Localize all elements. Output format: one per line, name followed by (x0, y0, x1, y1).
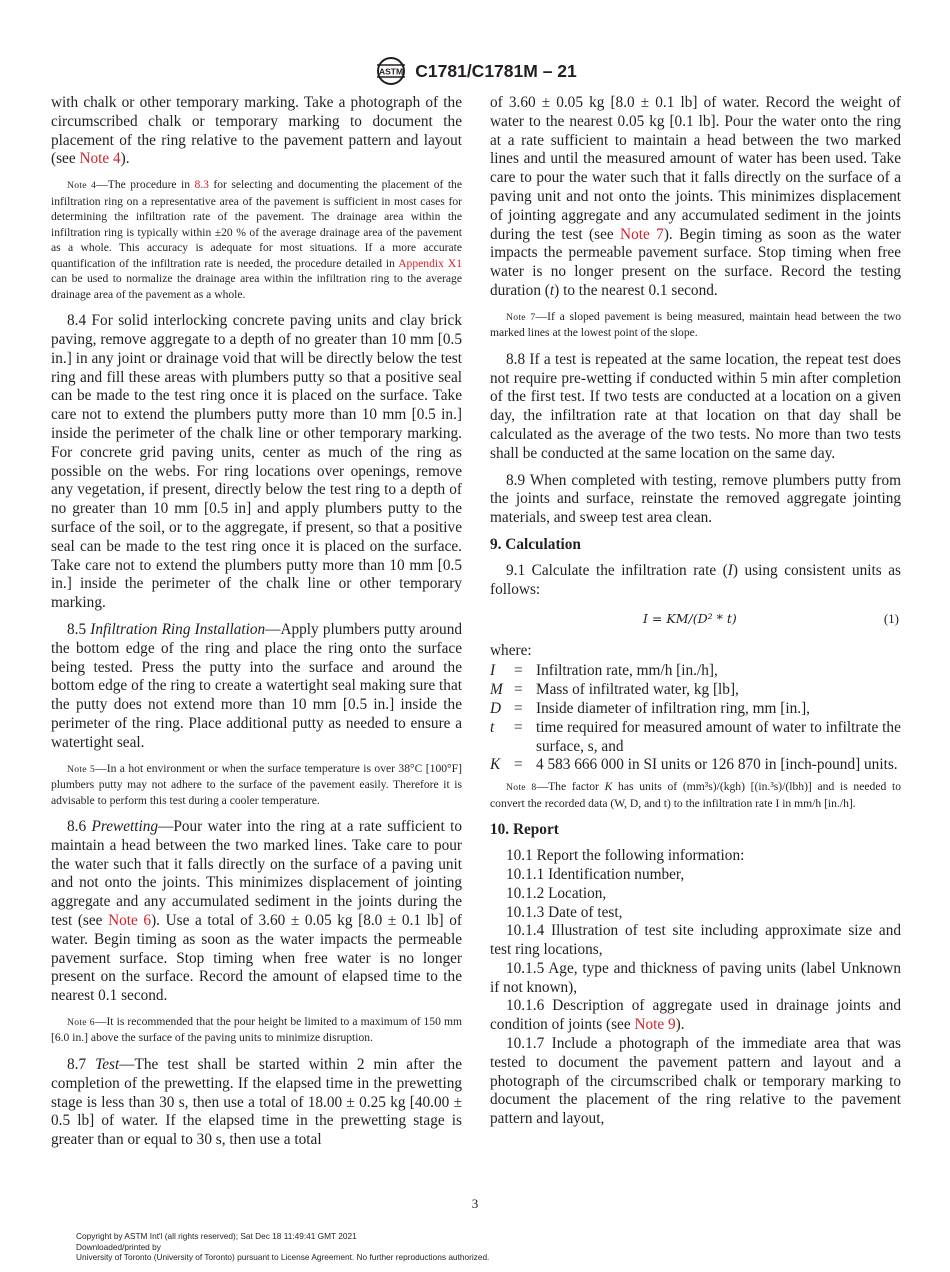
section-8-3-link[interactable]: 8.3 (194, 178, 209, 192)
left-column (51, 94, 462, 1158)
report-item: 10.1.5 Age, type and thickness of paving units (label Unknown if not known), (490, 959, 901, 996)
where-label: where: (490, 641, 532, 659)
section-8-5: 8.5 Infiltration Ring Installation—Apply plumbers putty around the bottom edge of the ring and place the ring onto the surface being tested. Press the putty into the surface and around the bottom edge of the ring to create a watertight seal making sure that the putty does not extend more than 10 mm [0.5 in.] inside the perimeter of the ring. Place additional putty as needed to ensure a watertight seal. (51, 620, 462, 751)
section-8-6: 8.6 Prewetting—Pour water into the ring at a rate sufficient to maintain a head between the two marked lines. Take care to pour the water such that it falls directly on the surface of a paving unit and not onto the joints. This minimizes displacement of jointing aggregate and any accumulated sediment in the joints during the test (see Note 6). Use a total of 3.60 ± 0.05 kg [8.0 ± 0.1 lb] of water. Begin timing as soon as the water impacts the permeable pavement surface. Stop timing when free water is no longer present on the surface. Record the amount of elapsed time to the nearest 0.1 second. (51, 818, 462, 1005)
footer-line: University of Toronto (University of Toronto) pursuant to License Agreement. No further reproductions authorized. (76, 1252, 490, 1262)
note-9-link[interactable]: Note 9 (634, 1016, 676, 1034)
definition-row: K = 4 583 666 000 in SI units or 126 870 in [inch-pound] units. (490, 756, 898, 774)
footer-line: Downloaded/printed by (76, 1241, 161, 1252)
page-number: 3 (471, 1196, 479, 1211)
right-column (490, 94, 901, 1129)
equation-number: (1) (883, 610, 899, 626)
note-7-link[interactable]: Note 7 (620, 225, 664, 243)
note-6: Note 6—It is recommended that the pour height be limited to a maximum of 150 mm [6.0 in.] above the surface of the paving units to minimize disruption. (51, 1014, 462, 1045)
report-item: 10.1.3 Date of test, (506, 903, 623, 921)
report-item: 10.1 Report the following information: (506, 847, 745, 865)
note-4-link[interactable]: Note 4 (79, 150, 121, 168)
report-list (490, 847, 901, 1129)
definition-row: t = time required for measured amount of water to infiltrate the surface, s, and (490, 718, 901, 755)
report-item: 10.1.2 Location, (506, 884, 607, 902)
heading-report: 10. Report (490, 821, 559, 839)
astm-logo-icon (373, 56, 409, 86)
section-9-1: 9.1 Calculate the infiltration rate (I) using consistent units as follows: (490, 561, 901, 598)
copyright-footer (76, 1231, 489, 1263)
paragraph-continuation: with chalk or other temporary marking. Take a photograph of the circumscribed chalk or temporary marking to document the placement of the ring relative to the pavement pattern and layout (see Note 4). (51, 94, 462, 168)
note-4: Note 4—The procedure in 8.3 for selecting and documenting the placement of the infiltration ring on a representative area of the pavement is sufficient in most cases for determining the infiltration rate of the pavement. The drainage area within the infiltration ring is typically within ±20 % of the average drainage area of the pavement as a whole. This accuracy is adequate for most situations. If a more accurate quantification of the infiltration rate is needed, the procedure detailed in Appendix X1 can be used to normalize the drainage area within the infiltration ring to the average drainage area of the pavement as a whole. (51, 178, 462, 301)
appendix-x1-link[interactable]: Appendix X1 (398, 256, 462, 270)
definition-row: D = Inside diameter of infiltration ring, mm [in.], (490, 699, 810, 717)
report-item: 10.1.1 Identification number, (506, 865, 685, 883)
logo-text: ASTM (379, 66, 404, 77)
definition-row: I = Infiltration rate, mm/h [in./h], (490, 662, 718, 680)
note-5: Note 5—In a hot environment or when the surface temperature is over 38°C [100°F] plumbers putty may not adhere to the surface of the pavement easily. Therefore it is advisable to perform this test during a cooler temperature. (51, 761, 462, 807)
footer-line: Copyright by ASTM Int'l (all rights reserved); Sat Dec 18 11:49:41 GMT 2021 (76, 1231, 357, 1241)
definition-row: M = Mass of infiltrated water, kg [lb], (490, 681, 739, 699)
section-8-7: 8.7 Test—The test shall be started within 2 min after the completion of the prewetting. If the elapsed time in the prewetting stage is less than 30 s, then use a total of 18.00 ± 0.25 kg [40.00 ± 0.5 lb] of water. If the elapsed time in the prewetting stage is greater than or equal to 30 s, then use a total (51, 1055, 462, 1149)
document-id: C1781/C1781M – 21 (415, 60, 577, 81)
page-header (0, 56, 950, 86)
report-item: 10.1.4 Illustration of test site including approximate size and test ring locations, (490, 922, 901, 959)
section-8-8: 8.8 If a test is repeated at the same location, the repeat test does not require pre-wetting if conducted within 5 min after completion of the first test. If two tests are conducted at a location on a given day, the infiltration rate at that location on that day shall be calculated as the average of the two tests. No more than two tests shall be conducted at the same location on the same day. (490, 350, 901, 462)
report-item: 10.1.7 Include a photograph of the immediate area that was tested to document the pavement pattern and layout and a photograph of the circumscribed chalk or temporary marking to document the placement of the ring relative to the pavement pattern and layout, (490, 1035, 901, 1128)
equation-1 (490, 608, 901, 634)
report-item: 10.1.6 Description of aggregate used in drainage joints and condition of joints (see Note 9). (490, 997, 901, 1034)
section-8-4: 8.4 For solid interlocking concrete paving units and clay brick paving, remove aggregate to a depth of no greater than 10 mm [0.5 in.] in any joint or drainage void that will be directly below the test ring and fill these areas with plumbers putty so that a positive seal can be made to the test ring once it is placed on the surface. Take care not to extend the plumbers putty more than 10 mm [0.5 in.] inside the perimeter of the chalk line or other temporary marking. For concrete grid paving units, center as much of the ring as possible on the webs. For ring locations over openings, remove any vegetation, if present, directly below the test ring to a depth of no greater than 10 mm [0.5 in] and apply plumbers putty to the surface of the soil, or to the aggregate, if present, so that a positive seal can be made to the test ring once it is placed on the surface. Take care not to extend the plumbers putty more than 10 mm [0.5 in.] inside the perimeter of the chalk line or other temporary marking. (51, 312, 462, 612)
note-7: Note 7—If a sloped pavement is being measured, maintain head between the two marked lines at the lowest point of the slope. (490, 309, 901, 340)
note-6-link[interactable]: Note 6 (108, 912, 152, 929)
section-8-7-continuation: of 3.60 ± 0.05 kg [8.0 ± 0.1 lb] of water. Record the weight of water to the nearest 0.05 kg [0.1 lb]. Pour the water onto the ring at a rate sufficient to maintain a head between the two marked lines and until the measured amount of water has been used. Take care to pour the water such that it falls directly on the surface of a paving unit and not onto the joints. This minimizes displacement of jointing aggregate and any accumulated sediment in the joints during the test (see Note 7). Begin timing as soon as the water impacts the permeable pavement surface. Stop timing when free water is no longer present on the surface. Record the testing duration (t) to the nearest 0.1 second. (490, 94, 901, 299)
note-8: Note 8—The factor K has units of (mm³s)/(kgh) [(in.³s)/(lbh)] and is needed to convert the recorded data (W, D, and t) to the infiltration rate I in mm/h [in./h]. (490, 780, 902, 810)
heading-calculation: 9. Calculation (490, 535, 581, 553)
section-8-9: 8.9 When completed with testing, remove plumbers putty from the joints and surface, reinstate the removed aggregate jointing materials, and sweep test area clean. (490, 471, 901, 527)
variable-definitions (490, 662, 901, 775)
equation-expression: I = KM/(D² * t) (643, 610, 737, 626)
